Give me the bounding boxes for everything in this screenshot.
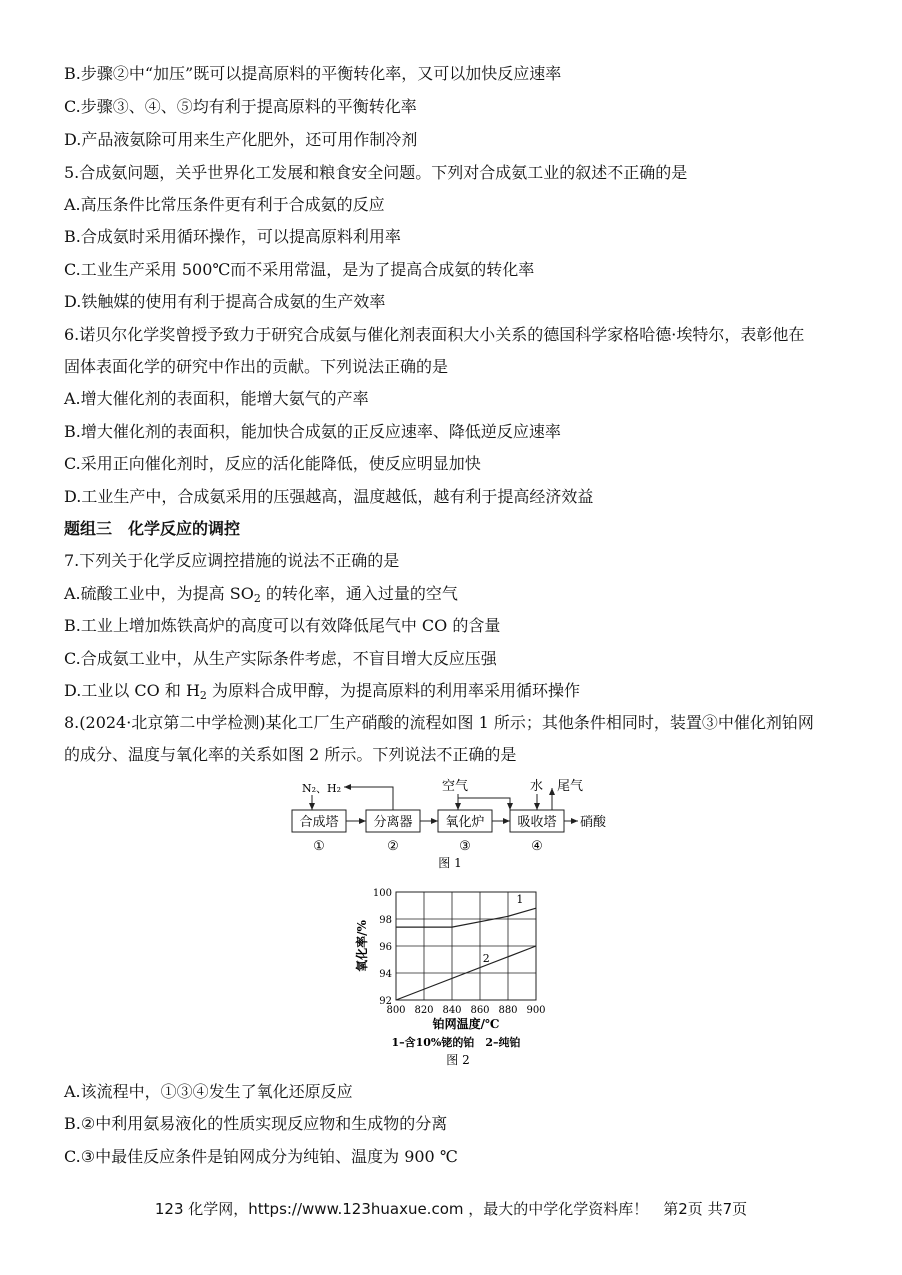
chart-ytick-96: 96 [379,942,392,953]
flow-product-label: 硝酸 [580,815,607,830]
fig1-content [292,778,607,870]
text-line-24: B.②中利用氨易液化的性质实现反应物和生成物的分离 [64,1114,448,1133]
flow-diagram-figure-1 [282,778,622,873]
flow-step-number-3: ③ [459,839,471,854]
chart-xtick-840: 840 [442,1005,462,1016]
flow-tailgas-label: 尾气 [557,779,584,794]
text-line-10: 固体表面化学的研究中作出的贡献。下列说法正确的是 [64,357,449,376]
flow-recycle-arrow [344,787,393,810]
text-line-19: C.合成氨工业中，从生产实际条件考虑，不盲目增大反应压强 [64,649,497,668]
chart-ytick-98: 98 [379,915,392,926]
flow-air-label: 空气 [442,779,469,794]
chart-ylabel: 氧化率/% [355,920,369,972]
text-line-2: C.步骤③、④、⑤均有利于提高原料的平衡转化率 [64,97,417,116]
figure-1-caption: 图 1 [438,856,462,870]
flow-box-label-3: 氧化炉 [445,815,485,830]
text-line-3: D.产品液氨除可用来生产化肥外，还可用作制冷剂 [64,130,418,149]
chart-series-label-2: 2 [482,952,490,966]
flow-step-number-4: ④ [531,839,543,854]
text-line-11: A.增大催化剂的表面积，能增大氨气的产率 [64,389,369,408]
chart-ytick-94: 94 [379,969,392,980]
text-line-9: 6.诺贝尔化学奖曾授予致力于研究合成氨与催化剂表面积大小关系的德国科学家格哈德·埃特尔，表彰他在 [64,325,805,344]
text-line-16: 7.下列关于化学反应调控措施的说法不正确的是 [64,551,400,570]
text-line-6: B.合成氨时采用循环操作，可以提高原料利用率 [64,227,401,246]
flow-input-n2-h2: N₂、H₂ [302,782,342,795]
chart-series-label-1: 1 [516,892,524,906]
text-line-18: B.工业上增加炼铁高炉的高度可以有效降低尾气中 CO 的含量 [64,616,501,635]
chart-xlabel: 铂网温度/℃ [432,1017,500,1031]
flow-box-label-2: 分离器 [373,815,413,830]
text-line-13: C.采用正向催化剂时，反应的活化能降低，使反应明显加快 [64,454,481,473]
chart-ytick-92: 92 [379,996,392,1007]
oxidation-rate-chart-figure-2 [352,880,552,1075]
figure-2-caption: 图 2 [446,1053,470,1067]
chart-ytick-100: 100 [372,888,392,899]
chart-xtick-820: 820 [414,1005,434,1016]
text-line-20: D.工业以 CO 和 $H_2$ 为原料合成甲醇，为提高原料的利用率采用循环操作 [64,681,581,702]
text-line-1: B.步骤②中“加压”既可以提高原料的平衡转化率，又可以加快反应速率 [64,64,562,83]
text-line-7: C.工业生产采用 500℃而不采用常温，是为了提高合成氨的转化率 [64,260,535,279]
chart-xtick-900: 900 [526,1005,546,1016]
text-line-25: C.③中最佳反应条件是铂网成分为纯铂、温度为 900 ℃ [64,1147,458,1166]
text-line-4: 5.合成氨问题，关乎世界化工发展和粮食安全问题。下列对合成氨工业的叙述不正确的是 [64,163,688,182]
chart-xtick-880: 880 [498,1005,518,1016]
text-line-8: D.铁触媒的使用有利于提高合成氨的生产效率 [64,292,386,311]
flow-box-label-4: 吸收塔 [517,815,557,830]
flow-box-label-1: 合成塔 [299,815,339,830]
text-line-14: D.工业生产中，合成氨采用的压强越高，温度越低，越有利于提高经济效益 [64,487,594,506]
chart-xtick-860: 860 [470,1005,490,1016]
chart-xtick-800: 800 [386,1005,406,1016]
text-line-21: 8.(2024·北京第二中学检测)某化工厂生产硝酸的流程如图 1 所示；其他条件相同时，装置③中催化剂铂网 [64,713,814,732]
page-footer: 123 化学网，https://www.123huaxue.com ，最大的中学化学资料库！ 第2页 共7页 [154,1200,748,1218]
text-line-17: A.硫酸工业中，为提高 $SO_2$ 的转化率，通入过量的空气 [64,584,458,605]
text-line-5: A.高压条件比常压条件更有利于合成氨的反应 [64,195,385,214]
text-line-23: A.该流程中，①③④发生了氧化还原反应 [64,1082,353,1101]
chart-series-1 [396,908,536,927]
text-line-22: 的成分、温度与氧化率的关系如图 2 所示。下列说法不正确的是 [64,745,517,764]
text-line-15: 题组三 化学反应的调控 [64,519,241,538]
flow-step-number-2: ② [387,839,399,854]
flow-water-label: 水 [530,779,544,794]
chart-legend: 1–含10%铑的铂 2–纯铂 [391,1036,521,1049]
flow-step-number-1: ① [313,839,325,854]
text-line-12: B.增大催化剂的表面积，能加快合成氨的正反应速率、降低逆反应速率 [64,422,561,441]
flow-air-arrow-2 [458,798,510,810]
